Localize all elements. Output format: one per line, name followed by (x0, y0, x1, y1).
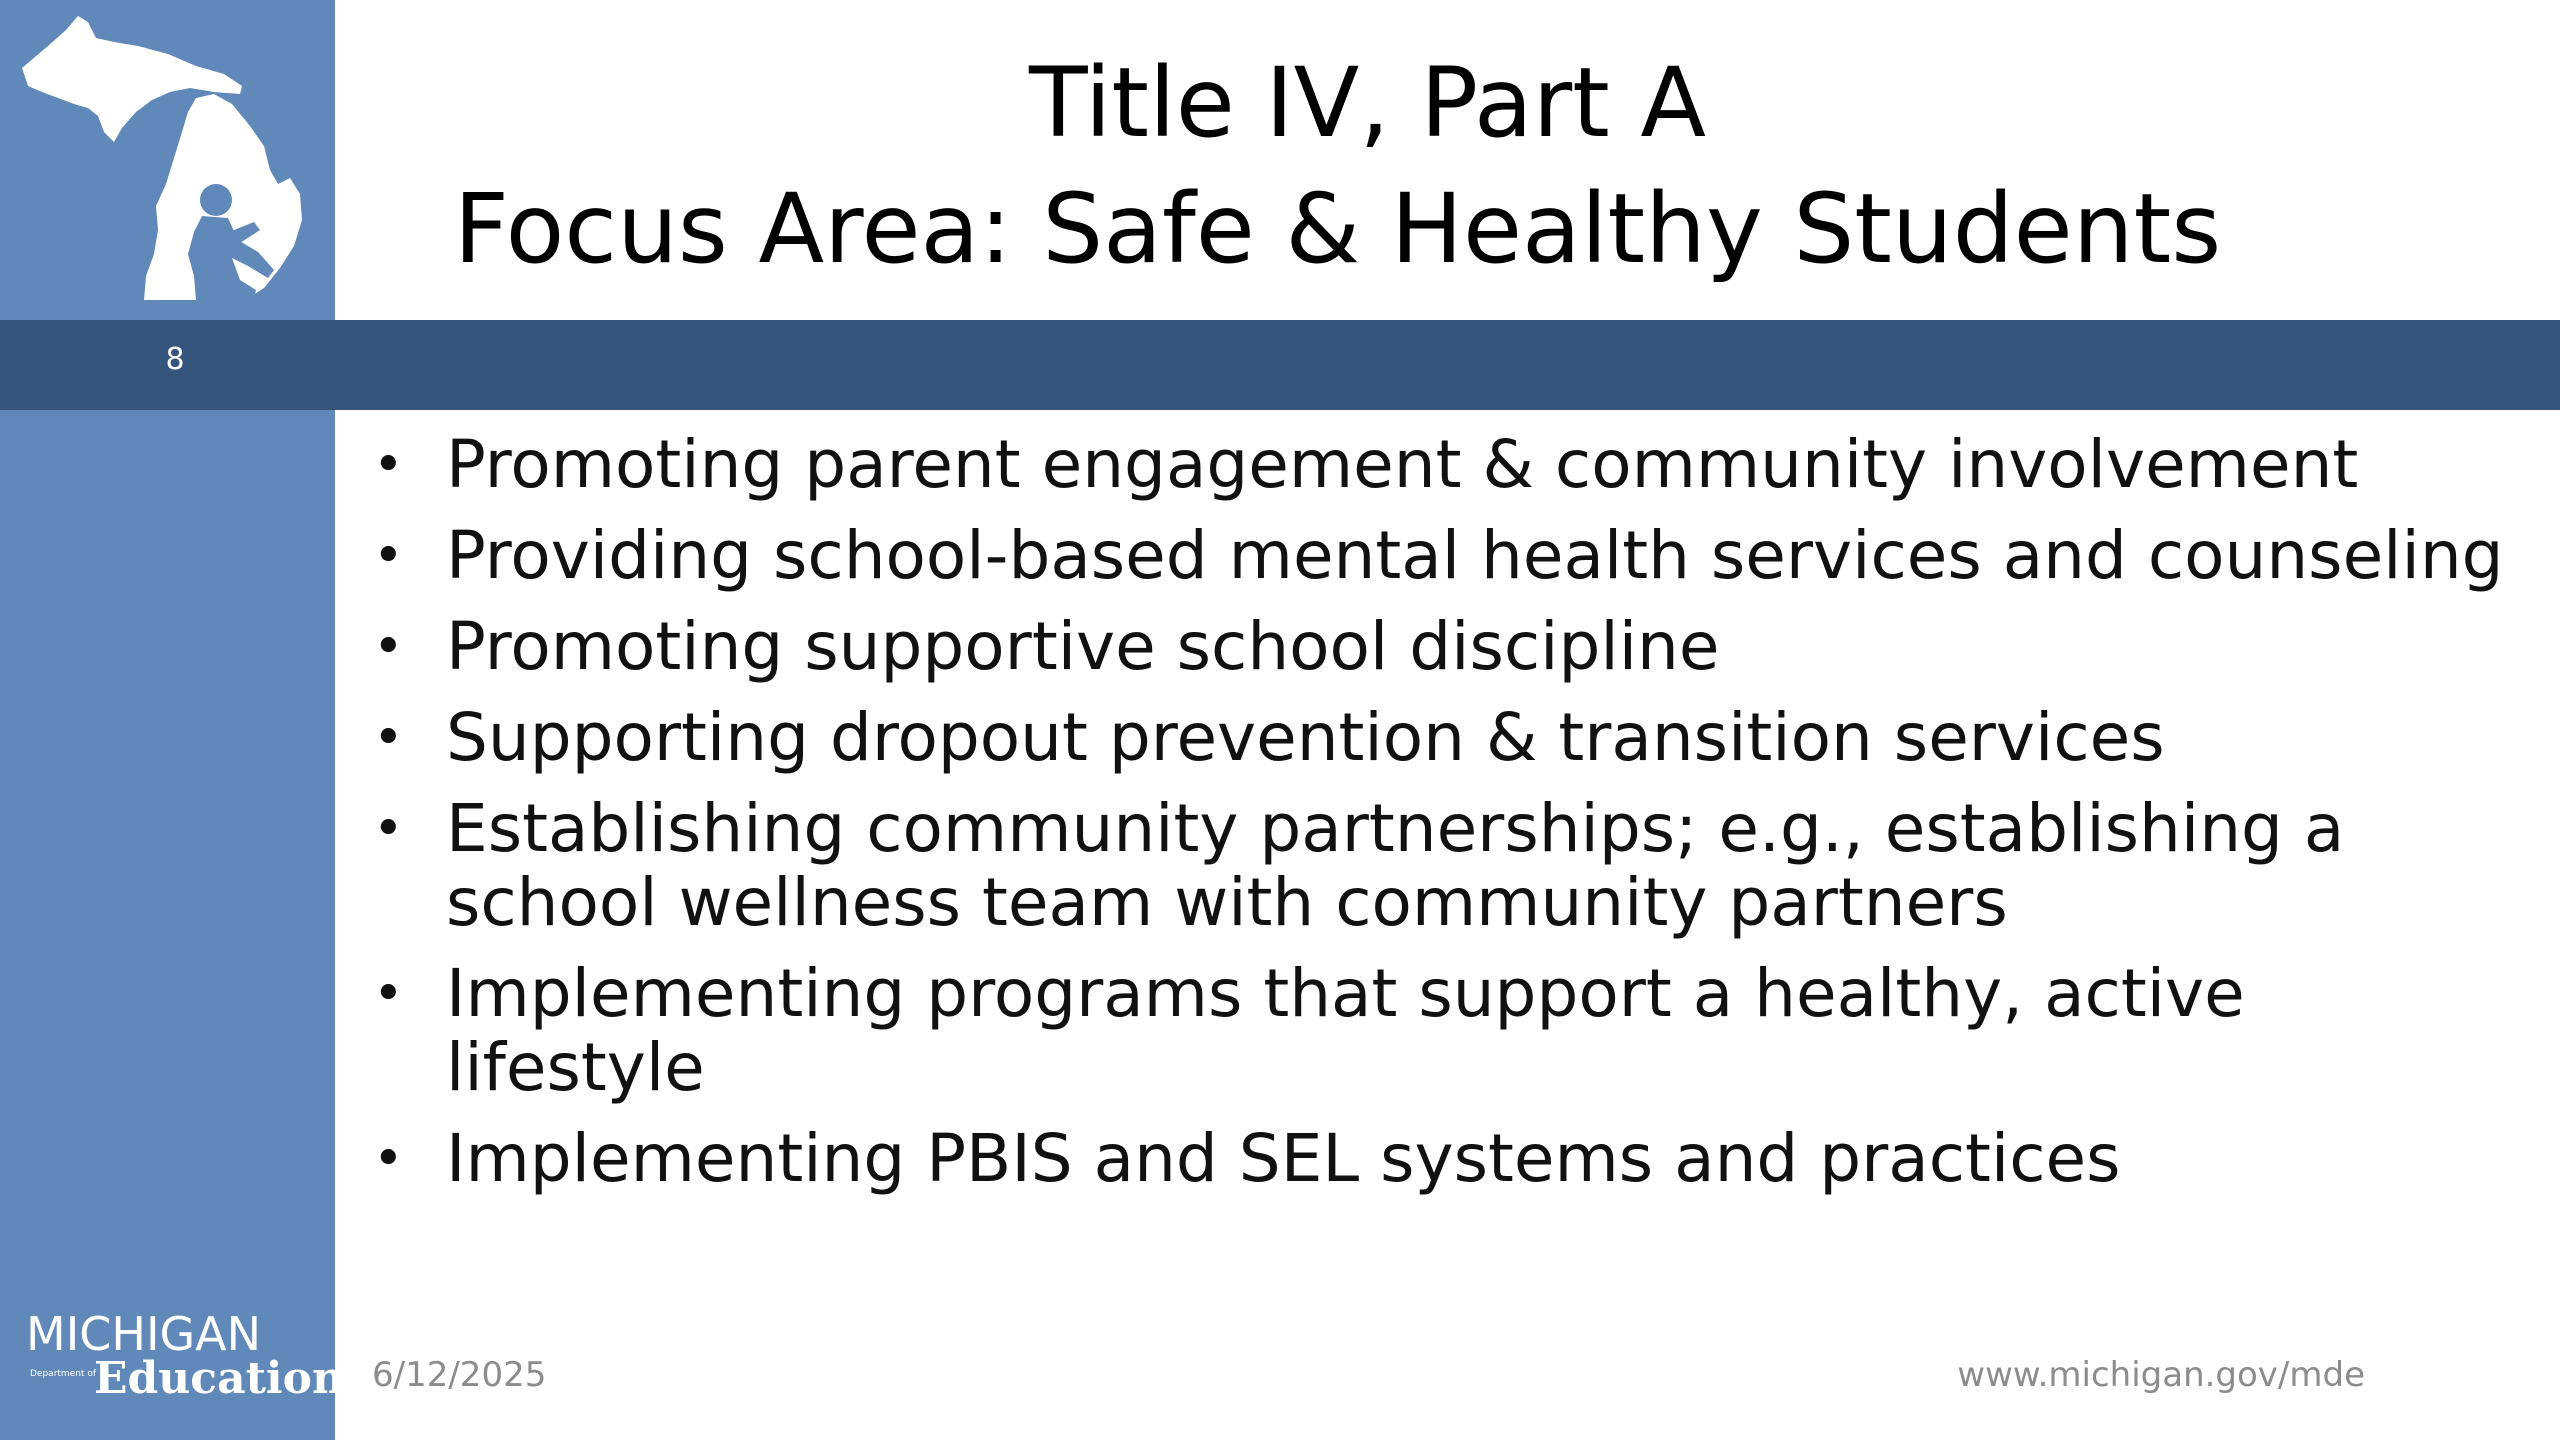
bullet-dot: • (373, 1129, 404, 1189)
footer-url: www.michigan.gov/mde (1957, 1355, 2365, 1395)
michigan-map-icon (18, 8, 308, 308)
bullet-item (365, 519, 2515, 593)
bullet-text: Promoting parent engagement & community involvement (446, 426, 2359, 503)
bullet-text: Promoting supportive school discipline (446, 608, 1720, 685)
bullet-item (365, 792, 2515, 940)
mde-logo (22, 1285, 344, 1405)
bullet-dot: • (373, 526, 404, 586)
bullet-dot: • (373, 964, 404, 1024)
bullet-text: Providing school-based mental health services and counseling (446, 517, 2504, 594)
logo-education-text: Education (94, 1353, 344, 1404)
bullet-item (365, 428, 2515, 502)
bullet-item (365, 957, 2515, 1105)
bullet-text: Implementing PBIS and SEL systems and practices (446, 1120, 2121, 1197)
slide-number: 8 (165, 342, 185, 377)
bullet-dot: • (373, 435, 404, 495)
bullet-dot: • (373, 708, 404, 768)
bullet-item (365, 610, 2515, 684)
slide-title (335, 40, 2400, 292)
bullet-dot: • (373, 799, 404, 859)
footer-date: 6/12/2025 (372, 1355, 547, 1395)
logo-department-text: Department of (30, 1369, 96, 1379)
bullet-list (365, 428, 2515, 1213)
title-line-2: Focus Area: Safe & Healthy Students (453, 173, 2222, 285)
title-line-1: Title IV, Part A (1029, 47, 1706, 159)
header-band (0, 320, 2560, 410)
bullet-item (365, 701, 2515, 775)
bullet-item (365, 1122, 2515, 1196)
bullet-text: Establishing community partnerships; e.g., establishing a school wellness team with community partners (446, 790, 2345, 941)
bullet-dot: • (373, 617, 404, 677)
bullet-text: Supporting dropout prevention & transition services (446, 699, 2165, 776)
bullet-text: Implementing programs that support a healthy, active lifestyle (446, 955, 2245, 1106)
logo-michigan-text: MICHIGAN (26, 1307, 262, 1361)
